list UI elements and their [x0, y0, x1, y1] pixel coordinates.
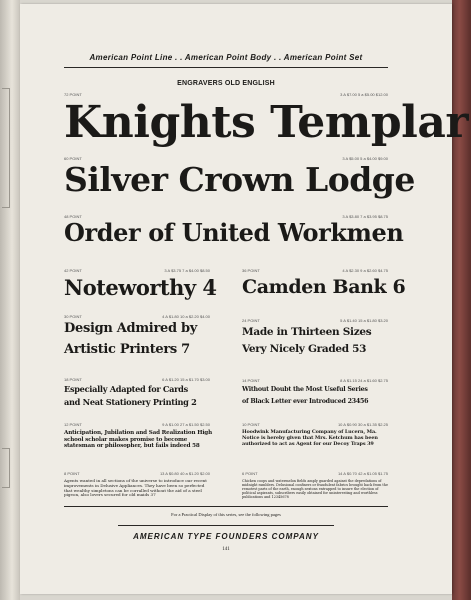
facing-page-frame — [2, 88, 10, 208]
price-18: 6 A $1.20 15 a $1.70 $3.00 — [162, 377, 210, 382]
size-label-48: 48 POINT — [64, 214, 82, 219]
specimen-30-line2: Artistic Printers 7 — [64, 342, 190, 357]
size-label-72: 72 POINT — [64, 92, 82, 97]
price-24: 5 A $1.40 15 a $1.80 $3.20 — [340, 318, 388, 323]
specimen-6: Chicken coops and watermelon fields amply guarded against the depredations of midnight ramblers. Delusional confiners or fraudulent fabrics brought back from the remotest parts of the earth, enough sextons entrapped to insure the election of political aspirants, subscribers easily obtained for uninteresting and worthless publications and 12345678 — [242, 479, 388, 500]
specimen-24-line2: Very Nicely Graded 53 — [242, 343, 367, 355]
specimen-18-line2: and Neat Stationery Printing 2 — [64, 397, 197, 407]
price-42: 3 A $3.75 7 a $4.00 $8.50 — [164, 268, 210, 273]
typeface-title: ENGRAVERS OLD ENGLISH — [177, 80, 275, 87]
specimen-48: Order of United Workmen — [64, 218, 404, 247]
price-48: 3 A $3.80 7 a $3.95 $8.75 — [342, 214, 388, 219]
price-72: 3 A $7.00 5 a $5.00 $12.00 — [340, 92, 388, 97]
price-8: 13 A $0.80 40 a $1.20 $2.00 — [159, 471, 210, 476]
specimen-14-line2: of Black Letter ever Introduced 23456 — [242, 398, 369, 405]
series-header: American Point Line . . American Point Body . . American Point Set — [89, 53, 363, 62]
specimen-24-line1: Made in Thirteen Sizes — [242, 326, 372, 338]
specimen-30-line1: Design Admired by — [64, 321, 198, 336]
price-6: 14 A $0.70 42 a $1.05 $1.75 — [337, 471, 388, 476]
price-10: 10 A $0.90 30 a $1.35 $2.25 — [337, 422, 388, 427]
bottom-rule — [64, 506, 388, 507]
size-label-8: 8 POINT — [64, 471, 80, 476]
specimen-12: Anticipation, Jubilation and Sad Realization High school scholar makes promise to become statesman or philosopher, but fails indeed 58 — [64, 430, 212, 450]
size-label-12: 12 POINT — [64, 422, 82, 427]
price-36: 4 A $2.30 9 a $2.60 $4.75 — [342, 268, 388, 273]
size-label-10: 10 POINT — [242, 422, 260, 427]
size-label-6: 6 POINT — [242, 471, 258, 476]
facing-page-frame — [2, 448, 10, 488]
page-number: 141 — [222, 547, 230, 552]
specimen-18-line1: Especially Adapted for Cards — [64, 384, 188, 394]
footnote: For a Practical Display of this series, see the following pages — [171, 512, 281, 517]
size-label-14: 14 POINT — [242, 378, 260, 383]
size-label-36: 36 POINT — [242, 268, 260, 273]
footer-rule — [118, 525, 334, 526]
foundry-name: AMERICAN TYPE FOUNDERS COMPANY — [133, 532, 319, 541]
specimen-72: Knights Templar — [64, 97, 469, 148]
price-12: 9 A $1.00 27 a $1.50 $2.50 — [162, 422, 210, 427]
specimen-42: Noteworthy 4 — [64, 275, 217, 300]
specimen-10: Hoodwink Manufacturing Company of Lucern, Ma. Notice is hereby given that Mrs. Ketchum has been authorized to act as Agent for our Decoy Traps 39 — [242, 429, 378, 447]
book-spine — [452, 0, 471, 600]
header-rule — [64, 67, 388, 68]
price-60: 3 A $5.00 5 a $4.00 $9.00 — [342, 156, 388, 161]
specimen-36: Camden Bank 6 — [242, 276, 406, 298]
facing-page-edge — [0, 0, 20, 600]
size-label-24: 24 POINT — [242, 318, 260, 323]
size-label-30: 30 POINT — [64, 314, 82, 319]
size-label-42: 42 POINT — [64, 268, 82, 273]
price-14: 8 A $1.15 24 a $1.60 $2.75 — [340, 378, 388, 383]
specimen-14-line1: Without Doubt the Most Useful Series — [242, 386, 368, 393]
size-label-60: 60 POINT — [64, 156, 82, 161]
price-30: 4 A $1.80 10 a $2.20 $4.00 — [162, 314, 210, 319]
size-label-18: 18 POINT — [64, 377, 82, 382]
specimen-60: Silver Crown Lodge — [64, 160, 415, 199]
specimen-8: Agents wanted in all sections of the universe to introduce our recent improvements in Delusive Appliances. They have been so perfected that wealthy simpletons can be corralled without the aid of a steel pigeon, also lovers secured for old maids 37 — [64, 478, 207, 498]
